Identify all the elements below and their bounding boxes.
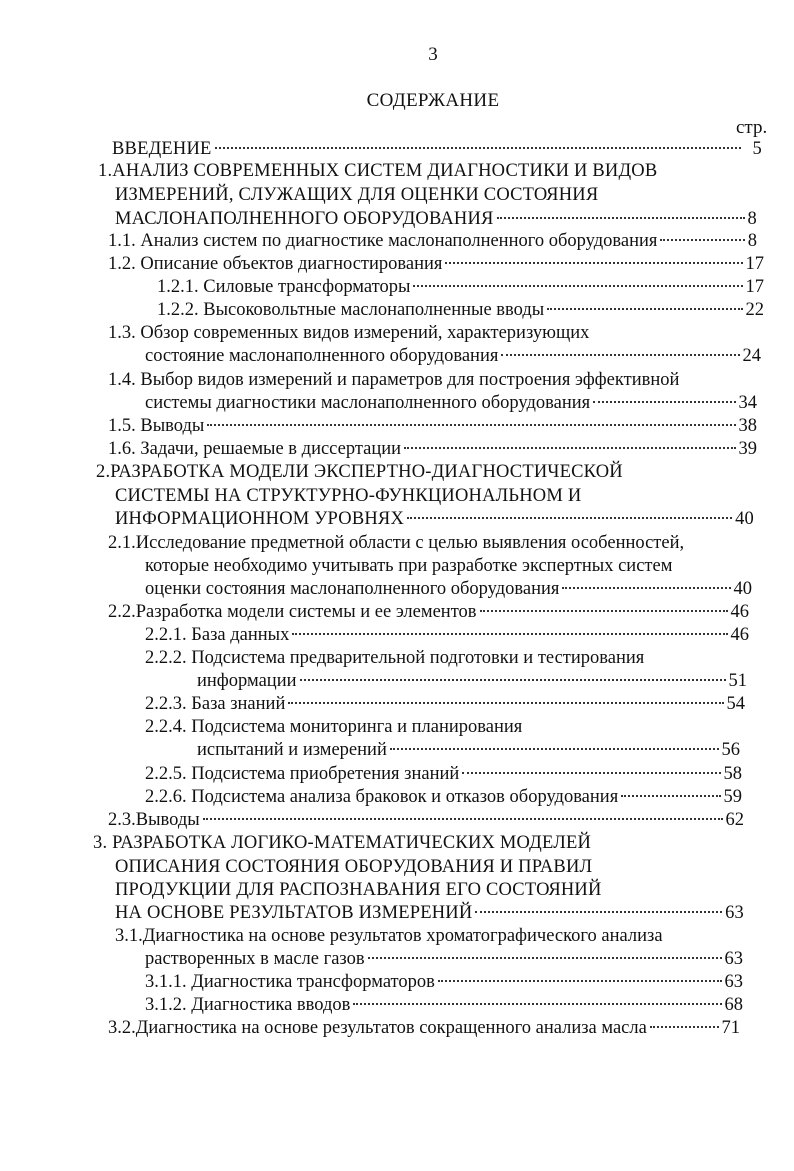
toc-entry: системы диагностики маслонаполненного оборудования 34	[145, 393, 757, 413]
toc-entry: ИНФОРМАЦИОННОМ УРОВНЯХ 40	[115, 509, 754, 529]
toc-entry: 2.2.6. Подсистема анализа браковок и отказов оборудования 59	[145, 787, 742, 807]
toc-entry: 3. РАЗРАБОТКА ЛОГИКО-МАТЕМАТИЧЕСКИХ МОДЕЛЕЙ	[93, 833, 592, 853]
toc-entry: 1.2. Описание объектов диагностирования 17	[108, 254, 764, 274]
toc-entry: 1.5. Выводы 38	[108, 416, 757, 436]
toc-entry: ВВЕДЕНИЕ 5	[112, 139, 762, 159]
toc-entry: которые необходимо учитывать при разработке экспертных систем	[145, 556, 673, 576]
toc-entry: 2.1.Исследование предметной области с целью выявления особенностей,	[108, 533, 685, 553]
toc-entry: 1.2.2. Высоковольтные маслонаполненные вводы 22	[157, 300, 764, 320]
page-title: СОДЕРЖАНИЕ	[366, 90, 500, 111]
toc-entry: 1.2.1. Силовые трансформаторы 17	[157, 277, 764, 297]
page-number: 3	[428, 44, 438, 65]
toc-entry: 1.АНАЛИЗ СОВРЕМЕННЫХ СИСТЕМ ДИАГНОСТИКИ И ВИДОВ	[98, 161, 658, 181]
toc-entry: 2.2.Разработка модели системы и ее элементов 46	[108, 602, 749, 622]
toc-entry: НА ОСНОВЕ РЕЗУЛЬТАТОВ ИЗМЕРЕНИЙ 63	[115, 903, 744, 923]
toc-entry: 3.1.1. Диагностика трансформаторов 63	[145, 972, 743, 992]
toc-entry: состояние маслонаполненного оборудования 24	[145, 346, 761, 366]
toc-entry: 2.РАЗРАБОТКА МОДЕЛИ ЭКСПЕРТНО-ДИАГНОСТИЧЕСКОЙ	[96, 462, 623, 482]
toc-entry: 2.2.1. База данных 46	[145, 625, 749, 645]
toc-entry: МАСЛОНАПОЛНЕННОГО ОБОРУДОВАНИЯ 8	[115, 209, 757, 229]
toc-entry: 1.6. Задачи, решаемые в диссертации 39	[108, 439, 757, 459]
toc-entry: 1.4. Выбор видов измерений и параметров для построения эффективной	[108, 370, 680, 390]
toc-entry: 3.1.2. Диагностика вводов 68	[145, 995, 743, 1015]
toc-entry: 1.3. Обзор современных видов измерений, характеризующих	[108, 323, 590, 343]
toc-entry: 2.3.Выводы 62	[108, 810, 744, 830]
toc-entry: СИСТЕМЫ НА СТРУКТУРНО-ФУНКЦИОНАЛЬНОМ И	[115, 486, 582, 506]
toc-entry: растворенных в масле газов 63	[145, 949, 743, 969]
toc-entry: 2.2.5. Подсистема приобретения знаний 58	[145, 764, 742, 784]
toc-entry: 2.2.4. Подсистема мониторинга и планирования	[145, 717, 523, 737]
toc-entry: 3.1.Диагностика на основе результатов хроматографического анализа	[115, 926, 663, 946]
toc-entry: ИЗМЕРЕНИЙ, СЛУЖАЩИХ ДЛЯ ОЦЕНКИ СОСТОЯНИЯ	[115, 185, 599, 205]
toc-entry: 3.2.Диагностика на основе результатов сокращенного анализа масла 71	[108, 1018, 740, 1038]
toc-entry: 2.2.3. База знаний 54	[145, 694, 745, 714]
toc-entry: ОПИСАНИЯ СОСТОЯНИЯ ОБОРУДОВАНИЯ И ПРАВИЛ	[115, 857, 593, 877]
toc-entry: 1.1. Анализ систем по диагностике маслонаполненного оборудования 8	[108, 231, 757, 251]
page-column-label: стр.	[736, 117, 768, 138]
toc-entry: информации 51	[197, 671, 747, 691]
toc-entry: испытаний и измерений 56	[197, 740, 740, 760]
toc-entry: оценки состояния маслонаполненного оборудования 40	[145, 579, 752, 599]
toc-entry: 2.2.2. Подсистема предварительной подготовки и тестирования	[145, 648, 645, 668]
toc-entry: ПРОДУКЦИИ ДЛЯ РАСПОЗНАВАНИЯ ЕГО СОСТОЯНИЙ	[115, 880, 602, 900]
